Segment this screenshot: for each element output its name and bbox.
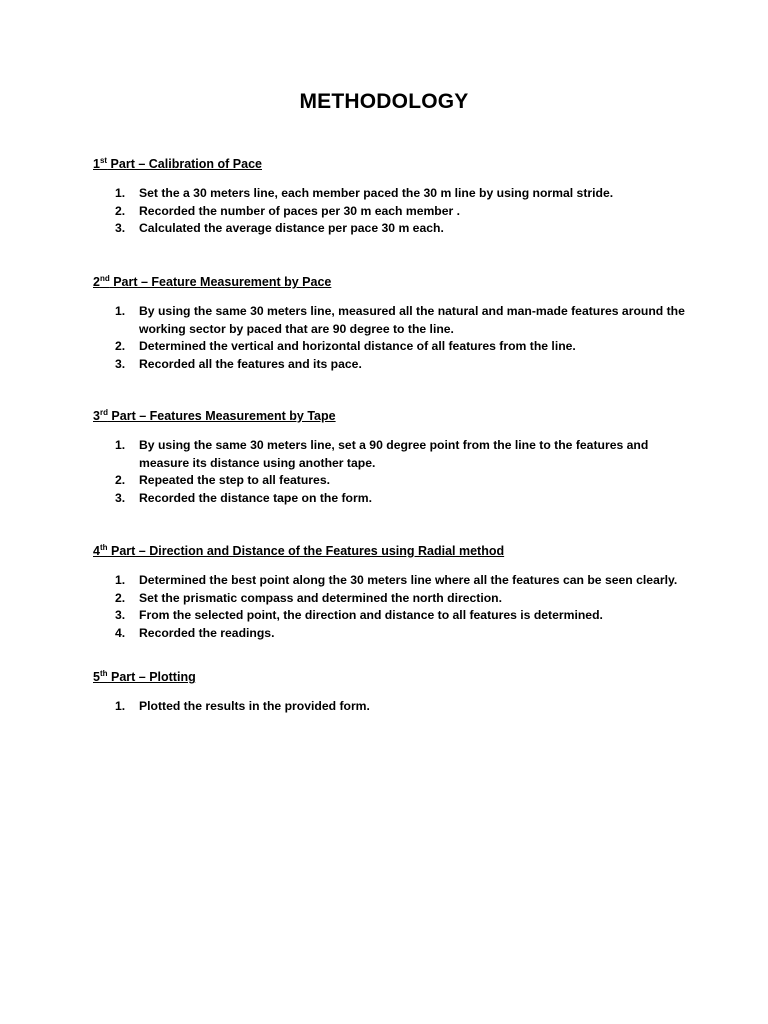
list-item: 4. Recorded the readings. xyxy=(115,625,275,640)
step-list xyxy=(93,303,693,373)
list-item: 1. Determined the best point along the 30 meters line where all the features can be seen clearly. xyxy=(115,573,678,587)
page-title: METHODOLOGY xyxy=(299,90,469,113)
list-item: 3. From the selected point, the direction and distance to all features is determined. xyxy=(115,608,603,622)
list-item: 2. Repeated the step to all features. xyxy=(115,473,330,487)
heading-suffix: nd xyxy=(99,273,110,283)
list-item: 1. By using the same 30 meters line, measured all the natural and man-made features around the working sector by paced that are 90 degree to the line. xyxy=(115,304,685,336)
list-item: 2. Recorded the number of paces per 30 m each member . xyxy=(115,203,461,218)
section-2 xyxy=(93,274,693,373)
heading-suffix: rd xyxy=(99,407,108,417)
list-item: 2. Set the prismatic compass and determined the north direction. xyxy=(115,590,502,605)
section-heading xyxy=(93,669,693,685)
list-item: 3. Recorded all the features and its pace. xyxy=(115,356,362,371)
heading-text: Part – Features Measurement by Tape xyxy=(107,409,336,423)
heading-suffix: th xyxy=(99,542,108,552)
step-list xyxy=(93,185,693,238)
heading-ordinal: 4 xyxy=(93,544,100,558)
heading-text: Part – Direction and Distance of the Features using Radial method xyxy=(107,544,505,558)
heading-text: Part – Feature Measurement by Pace xyxy=(109,275,332,289)
list-item: 1. By using the same 30 meters line, set a 90 degree point from the line to the features and measure its distance using another tape. xyxy=(115,438,649,470)
heading-suffix: th xyxy=(99,668,108,678)
heading-ordinal: 2 xyxy=(93,275,100,289)
list-item: 3. Recorded the distance tape on the form. xyxy=(115,490,372,505)
section-4 xyxy=(93,543,693,642)
section-3 xyxy=(93,408,693,507)
section-heading xyxy=(93,274,693,290)
step-list xyxy=(93,572,693,642)
heading-ordinal: 1 xyxy=(93,157,100,171)
list-item: 2. Determined the vertical and horizontal distance of all features from the line. xyxy=(115,339,576,353)
list-item: 1. Set the a 30 meters line, each member paced the 30 m line by using normal stride. xyxy=(115,186,614,200)
heading-suffix: st xyxy=(99,155,108,165)
step-list xyxy=(93,698,693,716)
section-5 xyxy=(93,669,693,716)
heading-ordinal: 3 xyxy=(93,409,100,423)
list-item: 1. Plotted the results in the provided form. xyxy=(115,699,370,713)
section-heading xyxy=(93,156,693,172)
heading-text: Part – Calibration of Pace xyxy=(107,157,262,171)
heading-ordinal: 5 xyxy=(93,670,100,684)
heading-text: Part – Plotting xyxy=(107,670,196,684)
section-heading xyxy=(93,408,693,424)
section-1 xyxy=(93,156,693,238)
step-list xyxy=(93,437,693,507)
list-item: 3. Calculated the average distance per pace 30 m each. xyxy=(115,221,444,235)
section-heading xyxy=(93,543,693,559)
